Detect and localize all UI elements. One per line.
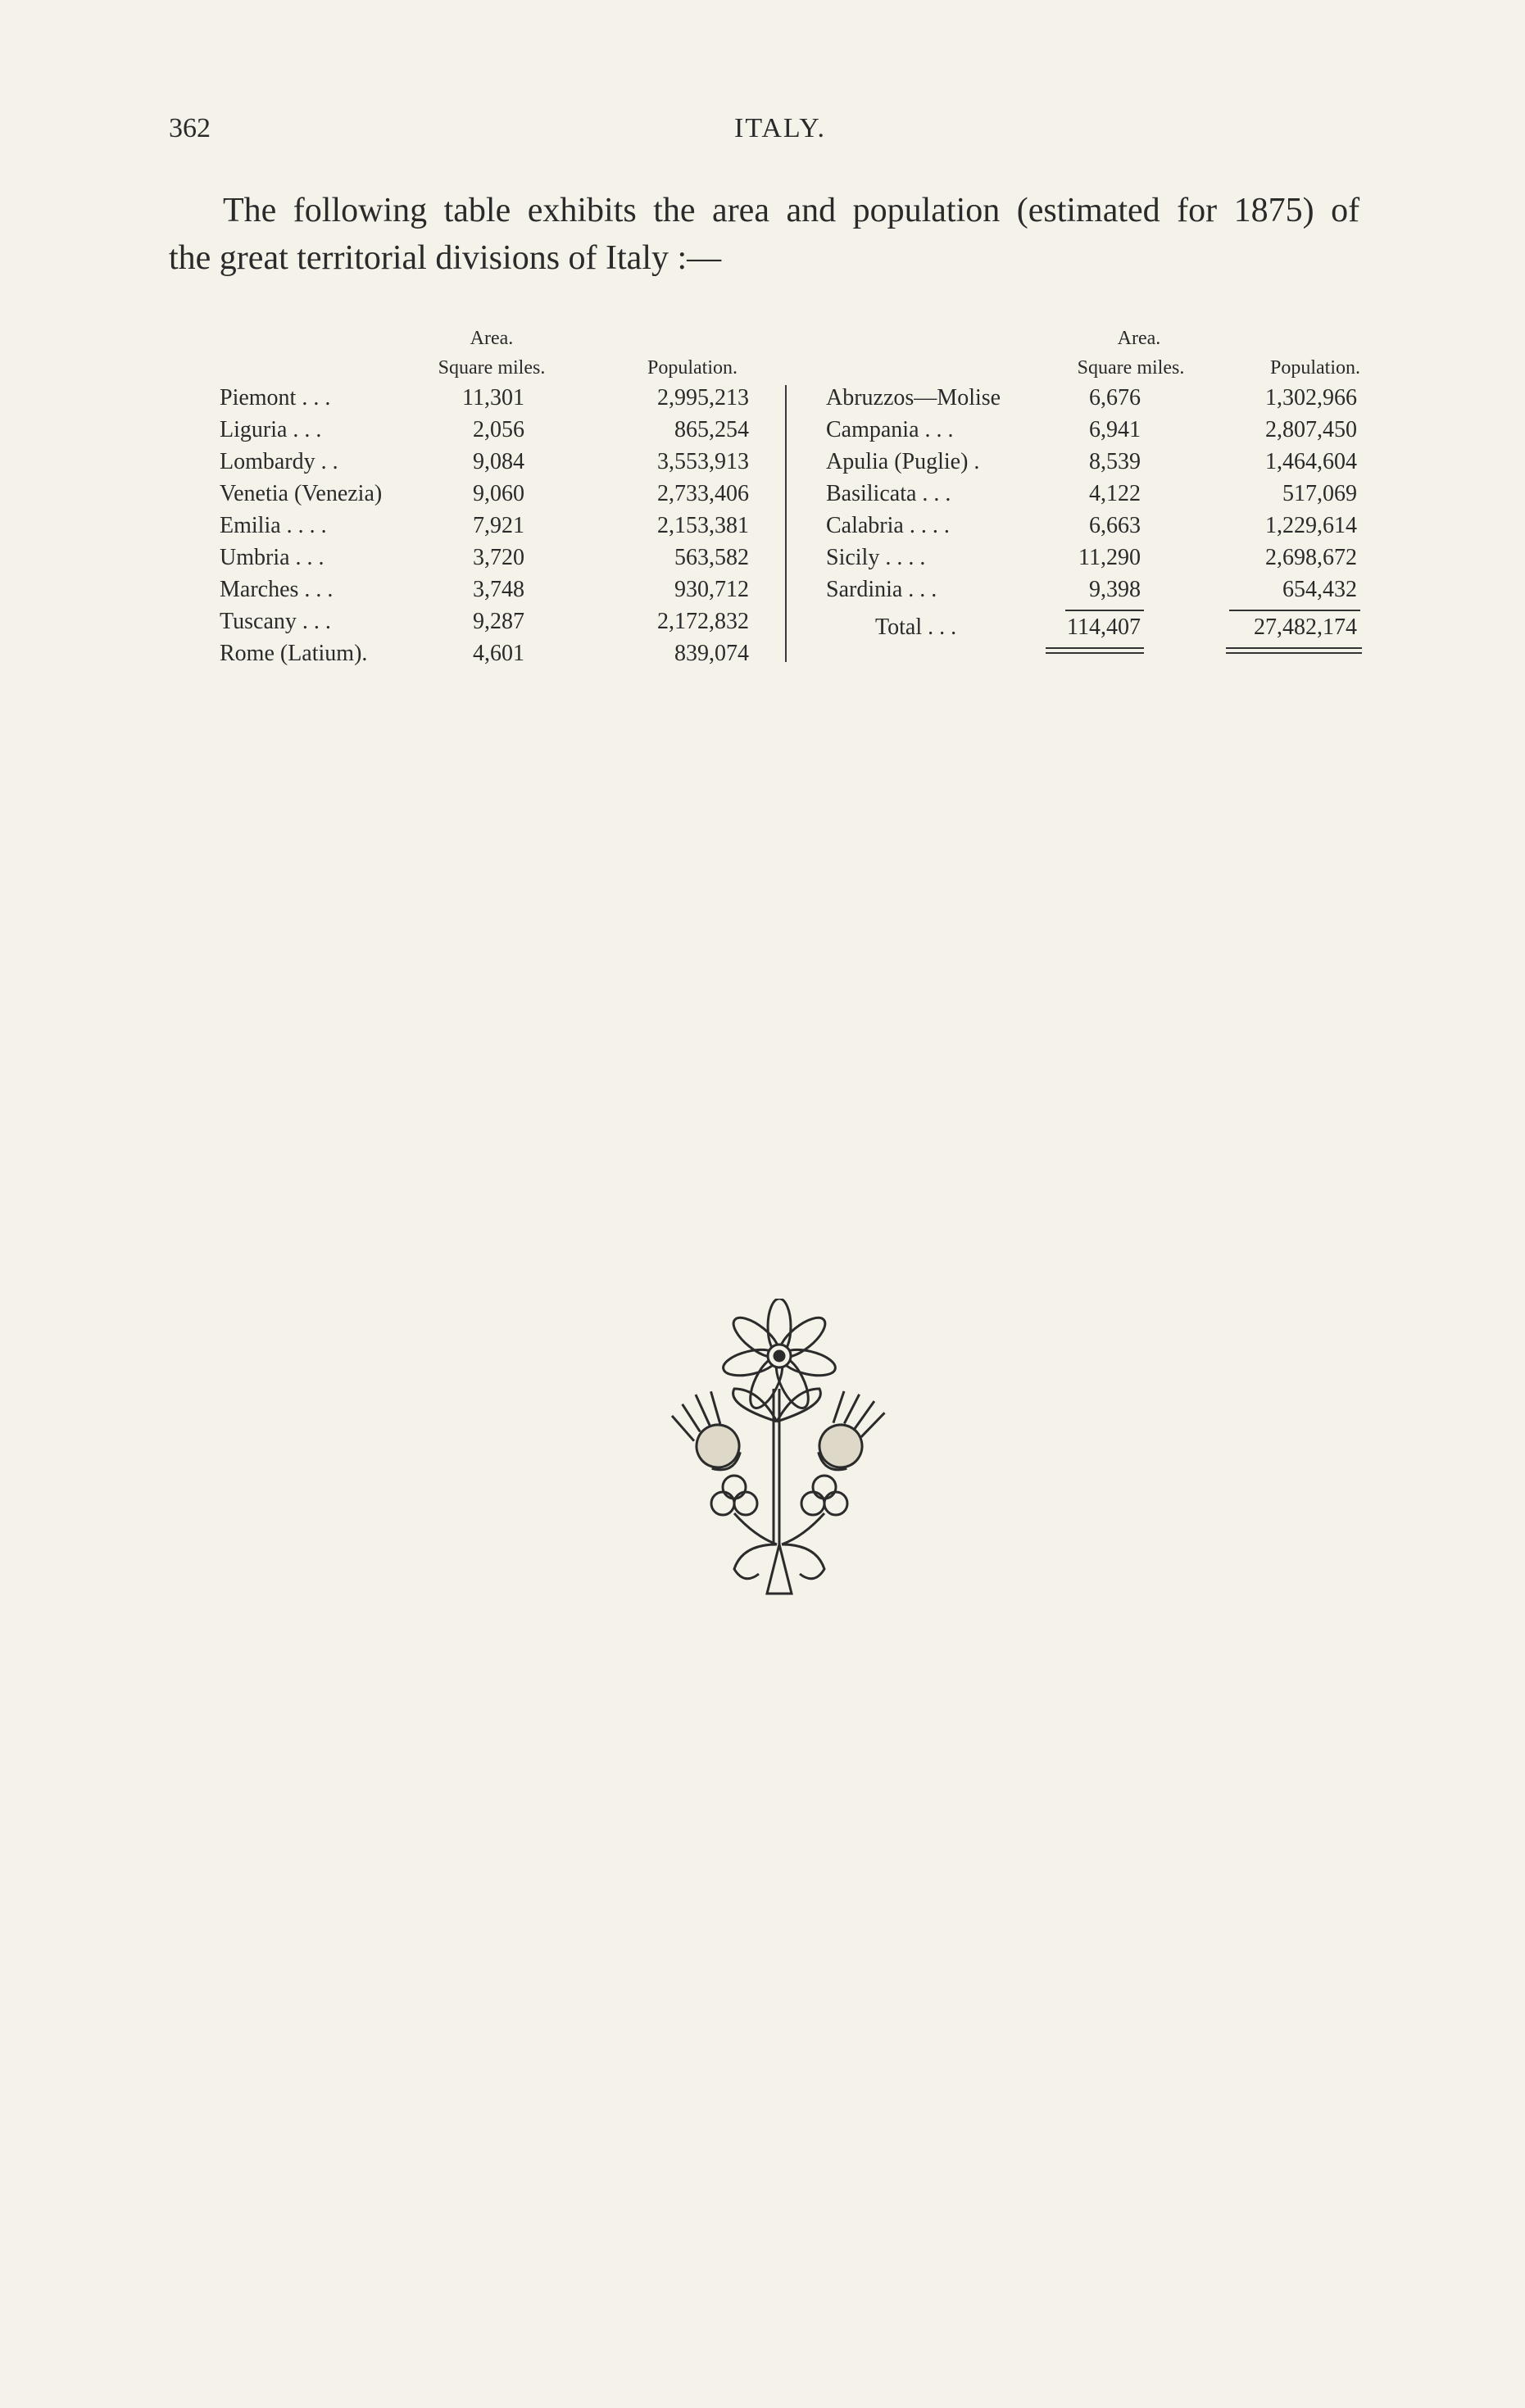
table-row-population: 1,229,614 (1265, 513, 1357, 538)
table-row-area: 11,290 (1078, 545, 1141, 570)
running-head: ITALY. (734, 113, 826, 143)
intro-line-2: the great territorial divisions of Italy :— (169, 239, 722, 277)
table-row-name: Lombardy . . (220, 449, 338, 474)
table-row-area: 3,748 (473, 577, 524, 602)
right-area-header-1: Area. (1117, 328, 1161, 349)
table-row-area: 8,539 (1089, 449, 1141, 474)
floral-ornament-icon (669, 1299, 890, 1602)
table-row-area: 11,301 (462, 385, 524, 410)
right-population-header: Population. (1269, 357, 1360, 379)
table-row-population: 2,733,406 (657, 481, 749, 506)
table-row-population: 517,069 (1282, 481, 1357, 506)
left-area-header-2: Square miles. (438, 357, 546, 379)
table-row-area: 4,122 (1089, 481, 1141, 506)
table-row-area: 6,676 (1089, 385, 1141, 410)
table-row-area: 6,663 (1089, 513, 1141, 538)
total-label: Total . . . (875, 614, 957, 640)
table-row-area: 9,398 (1089, 577, 1141, 602)
table-row-area: 2,056 (473, 417, 524, 442)
table-row-population: 2,153,381 (657, 513, 749, 538)
table-row-name: Tuscany . . . (220, 609, 331, 634)
sum-rule-area (1065, 610, 1144, 611)
intro-paragraph (169, 187, 1414, 282)
total-underline-area-1 (1046, 647, 1144, 649)
total-underline-population-2 (1226, 652, 1362, 654)
page-number: 362 (169, 113, 211, 143)
table-row-population: 2,807,450 (1265, 417, 1357, 442)
table-row-population: 930,712 (674, 577, 749, 602)
table-row-population: 3,553,913 (657, 449, 749, 474)
table-row-area: 9,287 (473, 609, 524, 634)
table-row-name: Sicily . . . . (826, 545, 926, 570)
table-row-name: Piemont . . . (220, 385, 331, 410)
sum-rule-population (1229, 610, 1360, 611)
left-population-header: Population. (647, 357, 738, 379)
table-row-name: Marches . . . (220, 577, 334, 602)
table-row-area: 3,720 (473, 545, 524, 570)
table-row-population: 839,074 (674, 641, 749, 666)
table-row-name: Calabria . . . . (826, 513, 950, 538)
total-underline-area-2 (1046, 652, 1144, 654)
table-row-population: 2,172,832 (657, 609, 749, 634)
intro-line-1: The following table exhibits the area and population (estimated for 1875) of (223, 192, 1360, 229)
table-row-name: Abruzzos—Molise (826, 385, 1001, 410)
table-row-name: Umbria . . . (220, 545, 325, 570)
table-row-name: Venetia (Venezia) (220, 481, 383, 506)
table-row-area: 9,084 (473, 449, 524, 474)
table-row-name: Basilicata . . . (826, 481, 951, 506)
table-row-population: 1,302,966 (1265, 385, 1357, 410)
table-row-area: 6,941 (1089, 417, 1141, 442)
table-row-name: Liguria . . . (220, 417, 322, 442)
table-row-name: Sardinia . . . (826, 577, 937, 602)
column-divider (785, 385, 787, 662)
table-row-name: Rome (Latium). (220, 641, 368, 666)
table-row-area: 9,060 (473, 481, 524, 506)
table-row-population: 865,254 (674, 417, 749, 442)
table-row-population: 1,464,604 (1265, 449, 1357, 474)
left-area-header-1: Area. (470, 328, 514, 349)
table-row-name: Apulia (Puglie) . (826, 449, 980, 474)
table-row-population: 2,995,213 (657, 385, 749, 410)
table-row-name: Emilia . . . . (220, 513, 327, 538)
table-row-area: 4,601 (473, 641, 524, 666)
right-area-header-2: Square miles. (1077, 357, 1185, 379)
table-row-population: 2,698,672 (1265, 545, 1357, 570)
table-row-population: 654,432 (1282, 577, 1357, 602)
table-row-name: Campania . . . (826, 417, 954, 442)
total-underline-population-1 (1226, 647, 1362, 649)
total-population: 27,482,174 (1254, 614, 1357, 640)
table-row-population: 563,582 (674, 545, 749, 570)
total-area: 114,407 (1067, 614, 1141, 640)
table-row-area: 7,921 (473, 513, 524, 538)
